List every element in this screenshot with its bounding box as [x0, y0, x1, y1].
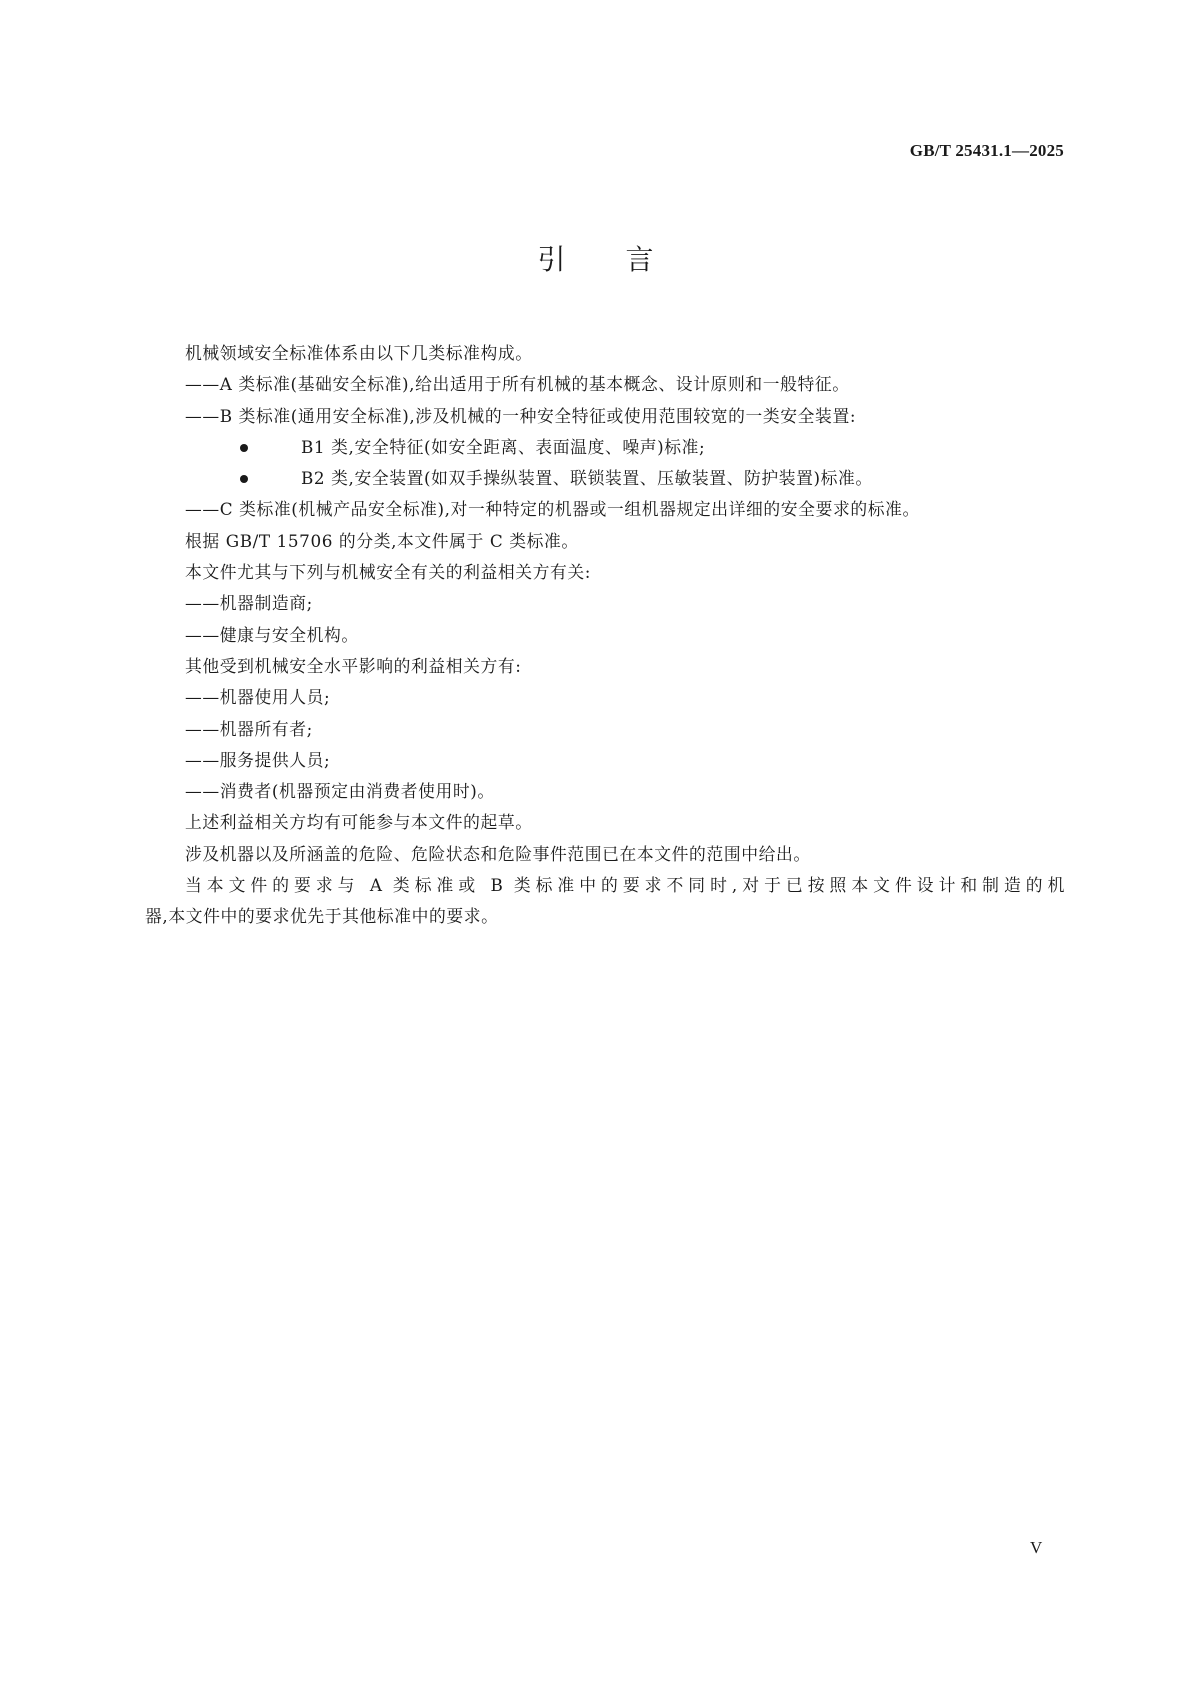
- dash-item: ——健康与安全机构。: [185, 624, 359, 645]
- dash-item: ——消费者(机器预定由消费者使用时)。: [185, 781, 495, 802]
- dash-item: ——服务提供人员;: [185, 749, 331, 770]
- dash-item: ——机器制造商;: [185, 593, 313, 614]
- dash-item: ——B 类标准(通用安全标准),涉及机械的一种安全特征或使用范围较宽的一类安全装置:: [185, 405, 857, 426]
- dash-item: ——机器所有者;: [185, 718, 313, 739]
- paragraph: 机械领域安全标准体系由以下几类标准构成。: [185, 343, 533, 363]
- paragraph: 根据 GB/T 15706 的分类,本文件属于 C 类标准。: [185, 530, 579, 551]
- dash-item: ——C 类标准(机械产品安全标准),对一种特定的机器或一组机器规定出详细的安全要求的标准。: [185, 499, 920, 520]
- bullet-item: [145, 463, 1065, 494]
- bullet-text: B1 类,安全特征(如安全距离、表面温度、噪声)标准;: [301, 436, 706, 457]
- paragraph-continuation: 器,本文件中的要求优先于其他标准中的要求。: [145, 906, 499, 927]
- paragraph: 其他受到机械安全水平影响的利益相关方有:: [185, 655, 522, 676]
- paragraph: 上述利益相关方均有可能参与本文件的起草。: [185, 812, 533, 833]
- dash-item: ——机器使用人员;: [185, 687, 331, 708]
- paragraph: 当本文件的要求与 A 类标准或 B 类标准中的要求不同时,对于已按照本文件设计和制造的机: [185, 875, 1065, 896]
- paragraph: 涉及机器以及所涵盖的危险、危险状态和危险事件范围已在本文件的范围中给出。: [185, 843, 811, 864]
- bullet-item: [145, 432, 1065, 463]
- bullet-icon: [240, 444, 248, 452]
- section-title: 引言: [537, 243, 714, 276]
- document-body: [145, 338, 1065, 933]
- bullet-text: B2 类,安全装置(如双手操纵装置、联锁装置、压敏装置、防护装置)标准。: [301, 468, 873, 489]
- dash-item: ——A 类标准(基础安全标准),给出适用于所有机械的基本概念、设计原则和一般特征。: [185, 374, 850, 395]
- document-code: GB/T 25431.1—2025: [909, 141, 1064, 160]
- paragraph: 本文件尤其与下列与机械安全有关的利益相关方有关:: [185, 562, 592, 583]
- page-number: V: [1030, 1538, 1043, 1557]
